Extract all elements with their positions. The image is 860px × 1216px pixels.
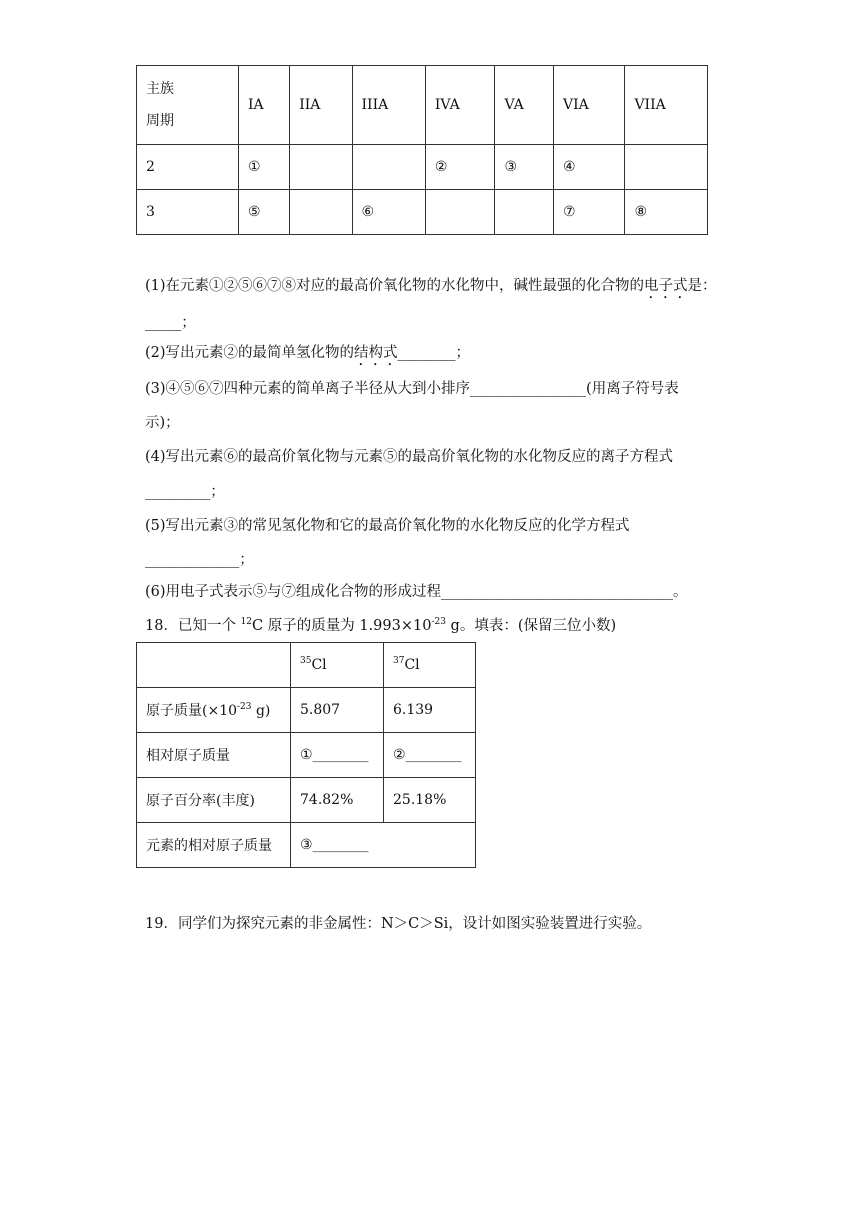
- question-4: (4)写出元素⑥的最高价氧化物与元素⑤的最高价氧化物的水化物反应的离子方程式: [145, 449, 674, 465]
- table-row: [137, 688, 476, 733]
- element-cell: ④: [553, 145, 624, 190]
- cl35-relative-mass-blank: ①________: [291, 733, 384, 778]
- group-header: IA: [239, 66, 290, 145]
- element-cell: [425, 190, 495, 235]
- cl37-header: $^{37}$Cl: [384, 643, 476, 688]
- table-row: [137, 145, 708, 190]
- row-label-abundance: 原子百分率(丰度): [137, 778, 291, 823]
- element-cell: [290, 145, 352, 190]
- element-cell: ③: [495, 145, 554, 190]
- period-cell: 3: [137, 190, 239, 235]
- element-cell: [352, 145, 425, 190]
- emphasis-structural-formula: 结构式: [354, 345, 398, 361]
- element-mass-blank: ③________: [291, 823, 476, 868]
- table-row: [137, 733, 476, 778]
- cl35-header: $^{35}$Cl: [291, 643, 384, 688]
- cl37-atomic-mass: 6.139: [384, 688, 476, 733]
- element-cell: ⑦: [553, 190, 624, 235]
- element-cell: ②: [425, 145, 495, 190]
- question-1-blank: _____；: [145, 315, 196, 331]
- element-cell: [495, 190, 554, 235]
- row-label-atomic-mass: 原子质量($\times 10^{-23}$ g): [137, 688, 291, 733]
- question-3-cont: 示)；: [145, 415, 180, 431]
- emphasis-electron-formula: 电子式: [644, 278, 688, 294]
- row-label-element-mass: 元素的相对原子质量: [137, 823, 291, 868]
- cl35-abundance: 74.82%: [291, 778, 384, 823]
- table-row: [137, 778, 476, 823]
- element-cell: [625, 145, 708, 190]
- table-header-row: [137, 66, 708, 145]
- blank-cell: [137, 643, 291, 688]
- corner-main-group: 主族: [146, 81, 174, 97]
- isotope-table: [136, 642, 476, 868]
- group-header: IVA: [425, 66, 495, 145]
- cl37-abundance: 25.18%: [384, 778, 476, 823]
- group-header: IIIA: [352, 66, 425, 145]
- element-cell: [290, 190, 352, 235]
- group-header: VIIA: [625, 66, 708, 145]
- question-1: (1)在元素①②⑤⑥⑦⑧对应的最高价氧化物的水化物中，碱性最强的化合物的电子式是：: [145, 278, 717, 294]
- corner-cell: [137, 66, 239, 145]
- question-18: 18．已知一个 $^{12}$C 原子的质量为 $1.993\times 10^{-23}$ g。填表：(保留三位小数): [145, 617, 617, 634]
- question-3: (3)④⑤⑥⑦四种元素的简单离子半径从大到小排序________________(用离子符号表: [145, 381, 679, 397]
- element-cell: ⑥: [352, 190, 425, 235]
- group-header: VA: [495, 66, 554, 145]
- row-label-relative-mass: 相对原子质量: [137, 733, 291, 778]
- cl35-atomic-mass: 5.807: [291, 688, 384, 733]
- question-2: (2)写出元素②的最简单氢化物的结构式________；: [145, 345, 471, 361]
- table-header-row: [137, 643, 476, 688]
- element-cell: ①: [239, 145, 290, 190]
- question-19: 19．同学们为探究元素的非金属性：N＞C＞Si，设计如图实验装置进行实验。: [145, 916, 652, 932]
- periodic-table: [136, 65, 708, 235]
- question-6: (6)用电子式表示⑤与⑦组成化合物的形成过程________________________________。: [145, 584, 688, 600]
- cl37-relative-mass-blank: ②________: [384, 733, 476, 778]
- table-row: [137, 190, 708, 235]
- period-cell: 2: [137, 145, 239, 190]
- question-4-blank: _________；: [145, 484, 225, 500]
- corner-period: 周期: [146, 113, 174, 129]
- group-header: IIA: [290, 66, 352, 145]
- element-cell: ⑤: [239, 190, 290, 235]
- group-header: VIA: [553, 66, 624, 145]
- question-5-blank: _____________；: [145, 552, 254, 568]
- question-5: (5)写出元素③的常见氢化物和它的最高价氧化物的水化物反应的化学方程式: [145, 518, 630, 534]
- element-cell: ⑧: [625, 190, 708, 235]
- table-row: [137, 823, 476, 868]
